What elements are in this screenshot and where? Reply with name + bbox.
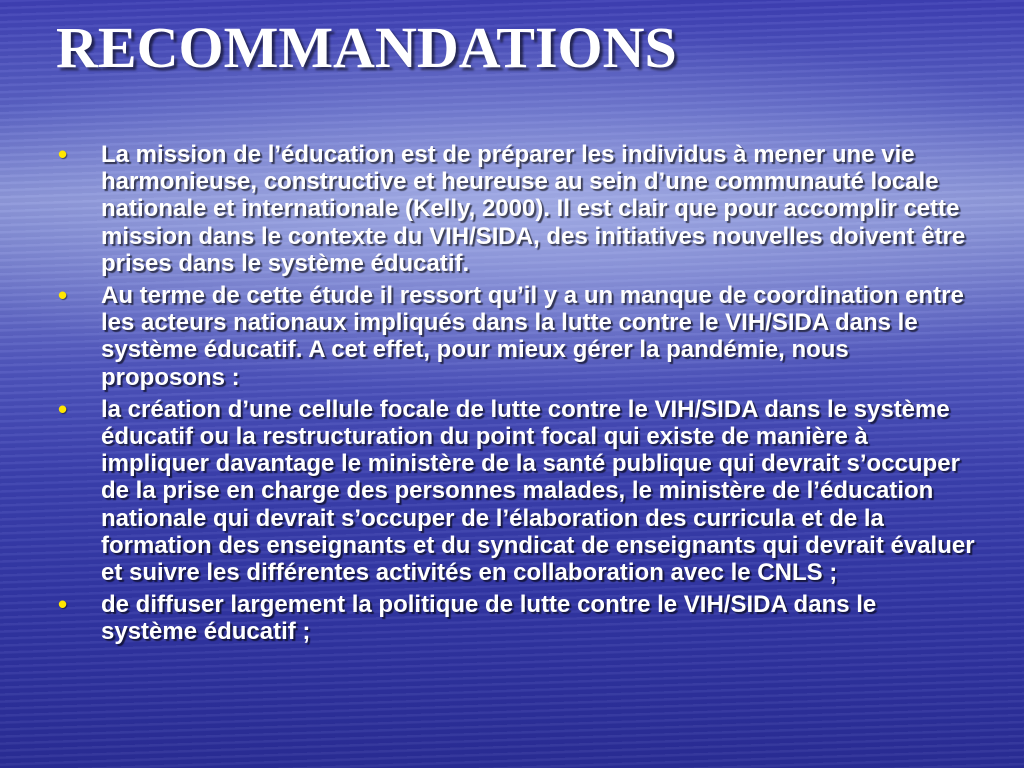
bullet-item-3 xyxy=(58,393,978,587)
bullet-dot-icon: • xyxy=(58,589,68,620)
bullet-dot-icon: • xyxy=(58,280,68,311)
bullet-item-1 xyxy=(58,141,978,277)
bullet-text-4: de diffuser largement la politique de lutte contre le VIH/SIDA dans le système éducatif ; xyxy=(101,591,877,646)
bullet-text-1: La mission de l’éducation est de préparer les individus à mener une vie harmonieuse, constructive et heureuse au sein d’une communauté locale nationale et internationale (Kelly, 2000). Il est clair que pour accomplir cette mission dans le contexte du VIH/SIDA, des initiatives nouvelles doivent être prises dans le système éducatif. xyxy=(101,141,966,277)
bullet-item-2 xyxy=(58,282,978,391)
bullet-item-4 xyxy=(58,591,978,645)
slide-title: RECOMMANDATIONS xyxy=(56,15,677,80)
bullet-list xyxy=(58,141,978,651)
bullet-dot-icon: • xyxy=(58,393,68,424)
bullet-dot-icon: • xyxy=(58,139,68,169)
bullet-text-3: la création d’une cellule focale de lutte contre le VIH/SIDA dans le système éducatif ou la restructuration du point focal qui existe de manière à impliquer davantage le ministère de la santé publique qui devrait s’occuper de la prise en charge des personnes malades, le ministère de l’éducation nationale qui devrait s’occuper de l’élaboration des curricula et de la formation des enseignants et du syndicat de enseignants qui devrait évaluer et suivre les différentes activités en collaboration avec le CNLS ; xyxy=(101,395,975,587)
bullet-text-2: Au terme de cette étude il ressort qu’il y a un manque de coordination entre les acteurs nationaux impliqués dans la lutte contre le VIH/SIDA dans le système éducatif. A cet effet, pour mieux gérer la pandémie, nous proposons : xyxy=(101,282,964,391)
